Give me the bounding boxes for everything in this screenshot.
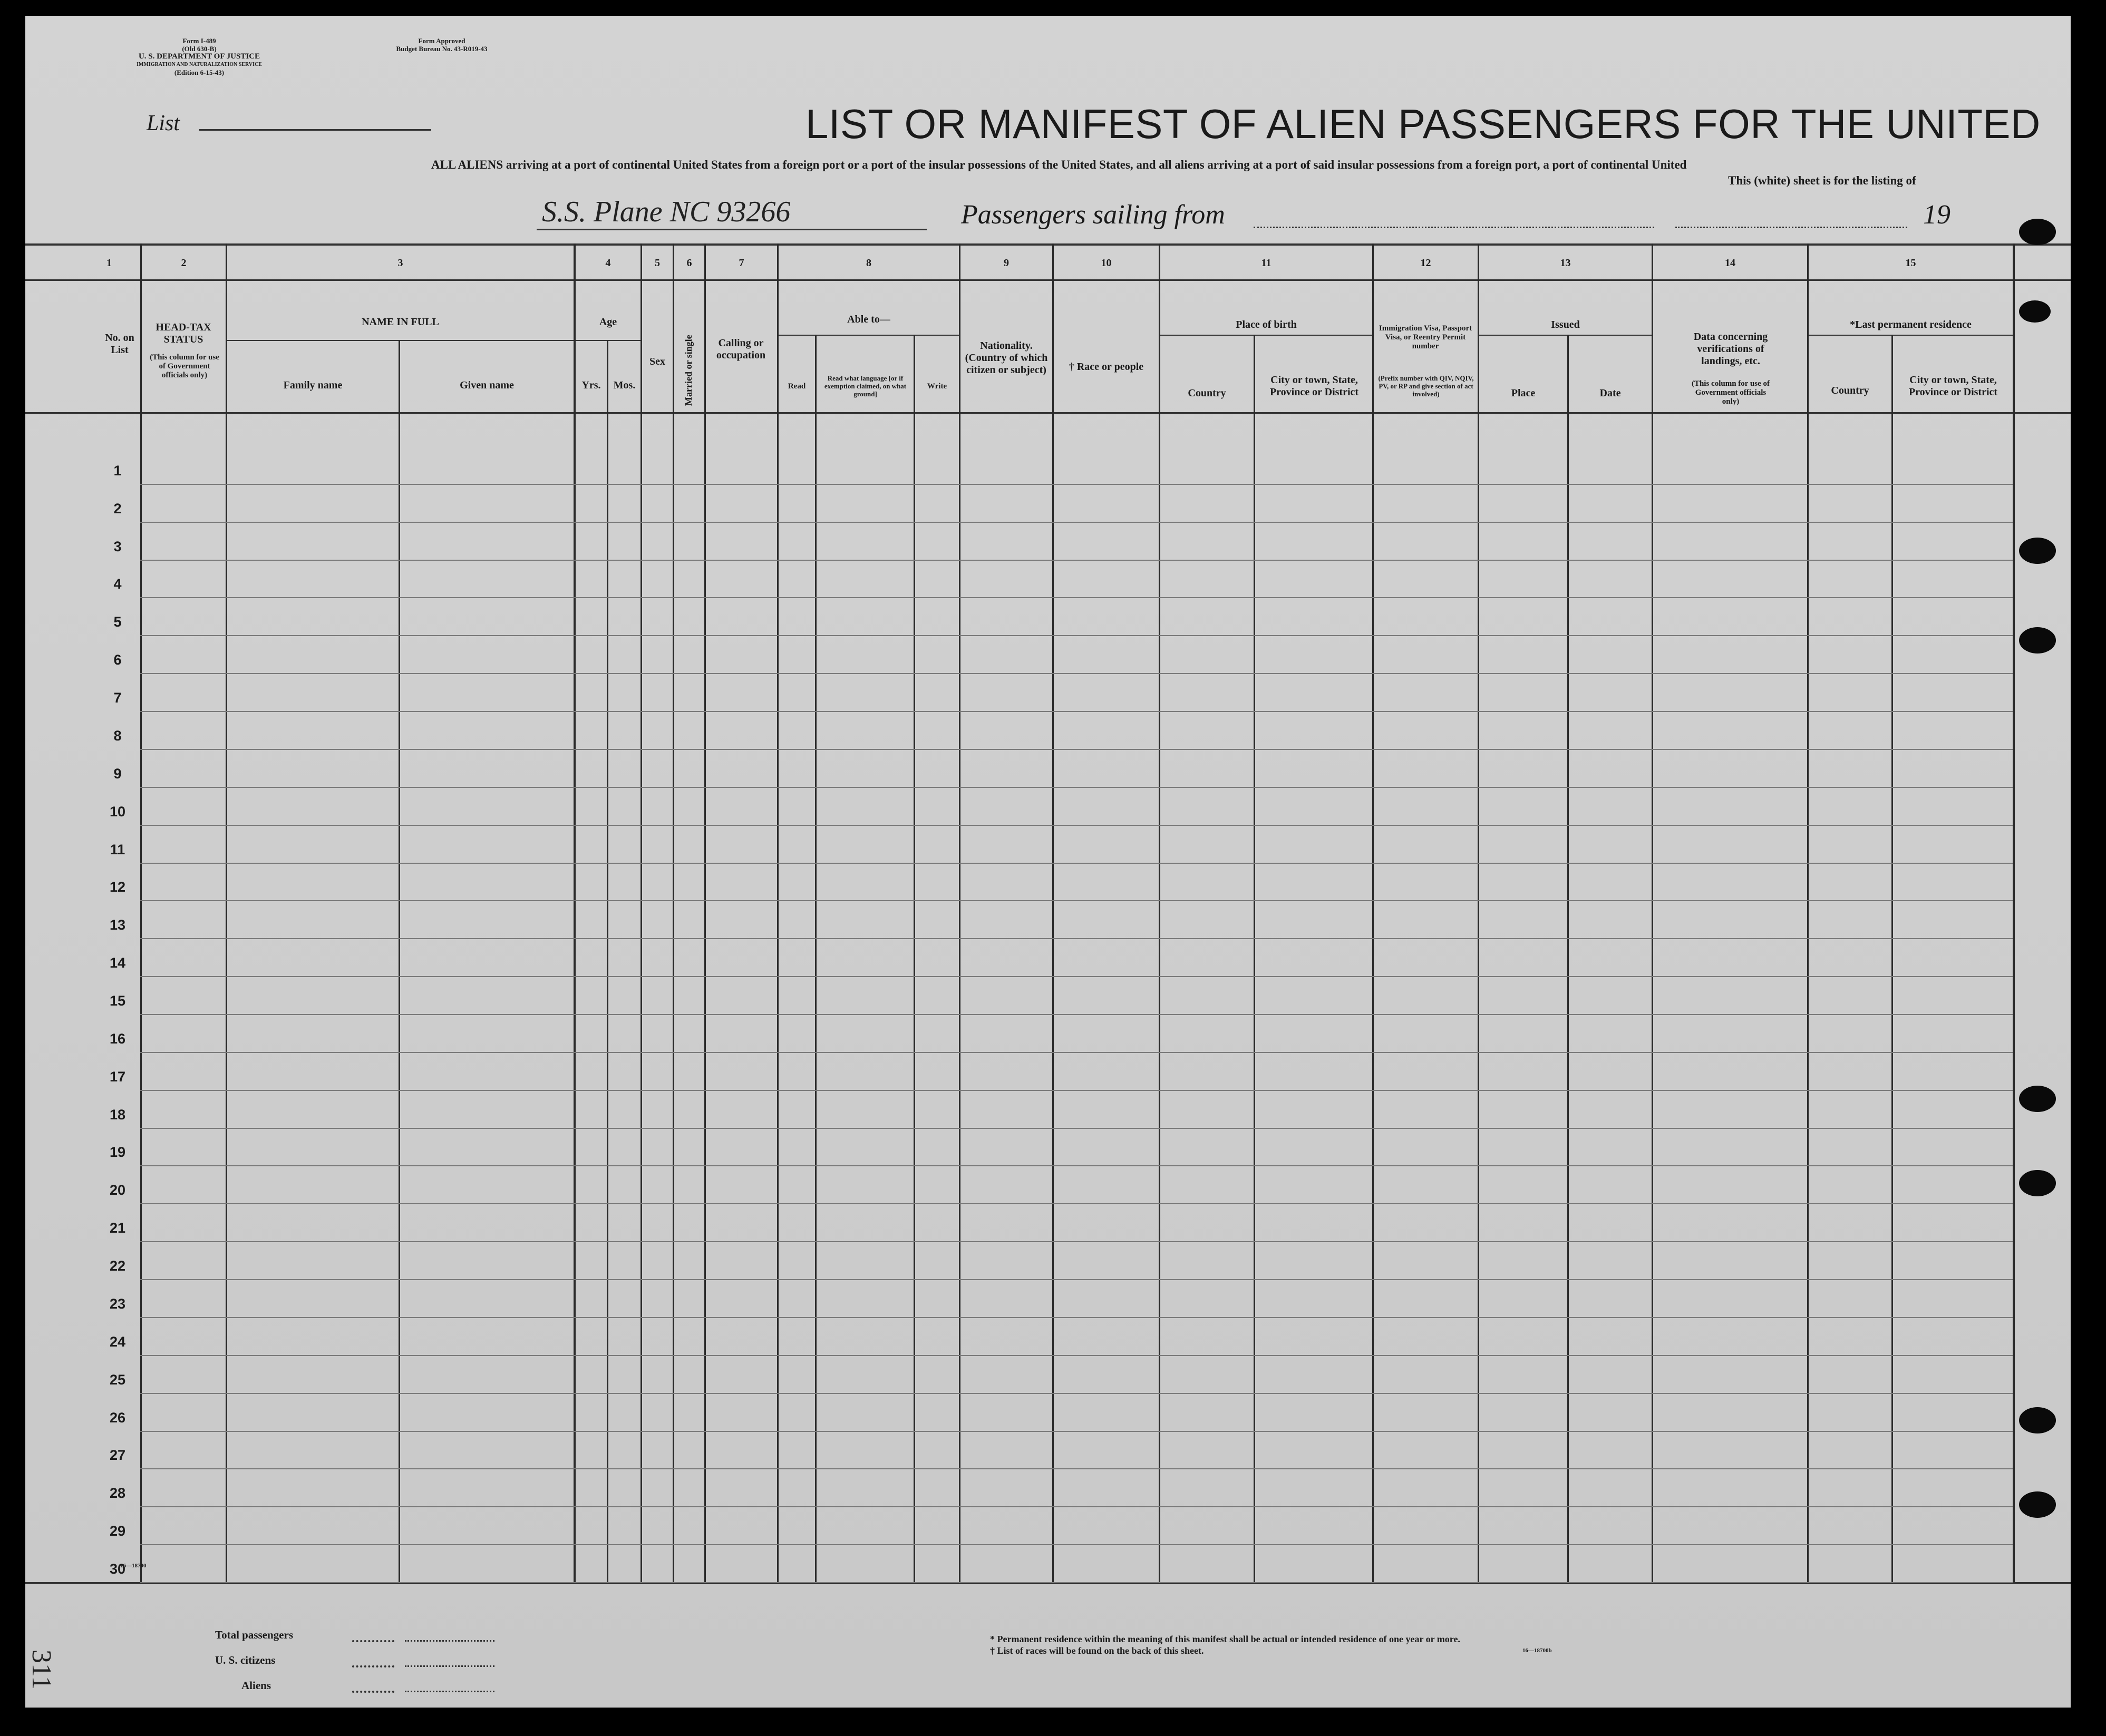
row-number: 14 [109,955,126,971]
list-label: List [147,111,180,135]
header-read-language: Read what language [or if exemption claimed, on what ground] [824,374,907,398]
print-code: 16—18700 [120,1563,147,1569]
col-num-8: 8 [866,257,871,269]
row-number: 24 [109,1333,126,1350]
table-row[interactable] [140,1165,2013,1166]
header-birth-city: City or town, State, Province or District [1269,374,1359,398]
row-number: 6 [113,652,122,668]
list-field[interactable] [199,129,431,131]
binder-hole [2019,219,2056,245]
table-row[interactable] [140,825,2013,826]
col-num-1: 1 [106,257,112,269]
column-number-rule [25,279,2071,281]
header-res-country: Country [1831,385,1869,396]
row-number: 30 [109,1561,126,1577]
row-number: 28 [109,1485,126,1501]
binder-hole [2019,300,2051,323]
sailing-label: Passengers sailing from [961,200,1225,230]
sailing-port-field[interactable] [1254,227,1654,228]
row-number: 21 [109,1220,126,1236]
footer-code: 16—18700b [1522,1647,1552,1654]
row-number: 7 [113,690,122,706]
header-family-name: Family name [283,379,343,391]
row-number: 26 [109,1409,126,1426]
col-num-2: 2 [181,257,187,269]
table-row[interactable] [140,1506,2013,1507]
header-place-of-birth: Place of birth [1236,319,1297,330]
table-top-rule [25,243,2071,246]
table-row[interactable] [140,1544,2013,1545]
form-info: Form I-489 (Old 630-B) U. S. DEPARTMENT OF JUSTICE IMMIGRATION AND NATURALIZATION SERVICE (Edition 6-15-43) [137,37,262,76]
binder-hole [2019,1170,2056,1196]
col-num-9: 9 [1004,257,1009,269]
total-field[interactable] [405,1640,494,1642]
header-yrs: Yrs. [581,379,601,391]
row-number: 8 [113,727,122,744]
header-bottom-rule [25,412,2071,414]
header-age: Age [599,316,617,328]
table-row[interactable] [140,900,2013,901]
row-number: 3 [113,538,122,554]
header-read: Read [788,382,806,391]
table-row[interactable] [140,1090,2013,1091]
vessel-name: S.S. Plane NC 93266 [542,196,791,228]
footnote-residence: * Permanent residence within the meaning of this manifest shall be actual or intended residence of one year or more. [990,1634,1460,1644]
header-birth-country: Country [1188,387,1226,399]
row-number: 22 [109,1258,126,1274]
subtitle-line-2: This (white) sheet is for the listing of [1728,174,1916,187]
table-row[interactable] [140,1468,2013,1469]
row-number: 9 [113,765,122,782]
table-row[interactable] [140,1317,2013,1318]
row-number: 20 [109,1182,126,1198]
header-race: † Race or people [1069,361,1144,373]
header-mos: Mos. [613,379,636,391]
table-row[interactable] [140,1014,2013,1015]
table-row[interactable] [140,1431,2013,1432]
table-row[interactable] [140,1128,2013,1129]
header-given-name: Given name [460,379,514,391]
binder-hole [2019,627,2056,654]
header-nationality: Nationality. (Country of which citizen or subject) [965,340,1048,376]
header-married: Married or single [683,335,694,406]
vessel-underline [537,229,927,230]
col-num-12: 12 [1420,257,1431,269]
page-title: LIST OR MANIFEST OF ALIEN PASSENGERS FOR THE UNITED [805,101,2041,147]
col-num-10: 10 [1101,257,1112,269]
col-num-15: 15 [1905,257,1916,269]
table-row[interactable] [140,484,2013,485]
row-number: 17 [109,1068,126,1085]
header-issued-date: Date [1599,387,1621,399]
form-approval: Form Approved Budget Bureau No. 43-R019-43 [396,37,488,53]
row-number: 18 [109,1106,126,1123]
table-row[interactable] [140,673,2013,674]
col-num-7: 7 [739,257,744,269]
row-number: 12 [109,879,126,895]
col-num-3: 3 [397,257,403,269]
table-row[interactable] [140,938,2013,939]
header-name-in-full: NAME IN FULL [362,316,439,328]
row-number: 25 [109,1371,126,1388]
header-visa: Immigration Visa, Passport Visa, or Reentry Permit number [1379,324,1472,350]
col-num-4: 4 [605,257,611,269]
header-data-concerning: Data concerning verifications of landings, etc. [1693,331,1768,367]
table-row[interactable] [140,976,2013,977]
header-visa-note: (Prefix number with QIV, NQIV, PV, or RP and give section of act involved) [1378,374,1474,398]
table-row[interactable] [140,1203,2013,1204]
manifest-sheet [25,16,2071,1708]
header-head-tax: HEAD-TAX STATUS [156,321,211,345]
aliens-label: Aliens [241,1679,271,1692]
row-number: 1 [113,462,122,479]
header-last-residence: *Last permanent residence [1850,319,1972,330]
year-prefix: 19 [1923,200,1950,230]
row-number: 16 [109,1030,126,1047]
header-sex: Sex [649,356,665,367]
table-row[interactable] [140,1279,2013,1280]
row-number: 15 [109,993,126,1009]
table-row[interactable] [140,560,2013,561]
binder-hole [2019,538,2056,564]
header-no-on-list: No. on List [105,332,134,356]
table-row[interactable] [140,1052,2013,1053]
header-data-note: (This column for use of Government officials only) [1691,379,1770,406]
table-row[interactable] [140,863,2013,864]
row-number: 27 [109,1447,126,1464]
footnote-races: † List of races will be found on the back of this sheet. [990,1645,1204,1656]
row-number: 2 [113,500,122,516]
row-number: 4 [113,576,122,592]
margin-number: 311 [26,1650,56,1690]
header-able-to: Able to— [847,314,890,325]
citizens-label: U. S. citizens [215,1654,276,1666]
table-row[interactable] [140,1393,2013,1394]
table-row[interactable] [140,597,2013,598]
binder-hole [2019,1491,2056,1518]
table-row[interactable] [140,522,2013,523]
row-number: 11 [110,841,125,857]
table-row[interactable] [140,711,2013,712]
header-write: Write [927,382,947,391]
binder-hole [2019,1407,2056,1433]
sailing-date-field[interactable] [1675,227,1907,228]
row-number: 19 [109,1144,126,1160]
row-number: 13 [109,917,126,933]
col-num-14: 14 [1725,257,1735,269]
aliens-field[interactable] [405,1691,494,1692]
header-calling: Calling or occupation [716,337,766,361]
citizens-field[interactable] [405,1665,494,1667]
col-num-11: 11 [1261,257,1272,269]
table-row[interactable] [140,787,2013,788]
table-row[interactable] [140,635,2013,636]
header-head-tax-note: (This column for use of Government officials only) [150,353,219,379]
total-label: Total passengers [215,1628,293,1641]
table-row[interactable] [140,1355,2013,1356]
binder-hole [2019,1086,2056,1112]
row-number: 29 [109,1523,126,1539]
row-number: 5 [113,614,122,630]
header-res-city: City or town, State, Province or District [1908,374,1998,398]
row-number: 10 [109,803,126,820]
subtitle-line-1: ALL ALIENS arriving at a port of continental United States from a foreign port or a port of the insular possessions of the United States, and all aliens arriving at a port of said insular possessions from a foreign port, a port of continental United [431,158,1687,171]
row-number: 23 [109,1295,126,1312]
table-row[interactable] [140,749,2013,750]
col-num-13: 13 [1560,257,1571,269]
header-issued: Issued [1551,319,1580,330]
col-num-5: 5 [655,257,660,269]
table-row[interactable] [140,1241,2013,1242]
header-issued-place: Place [1511,387,1536,399]
col-num-6: 6 [686,257,692,269]
table-row[interactable] [140,1582,2013,1583]
